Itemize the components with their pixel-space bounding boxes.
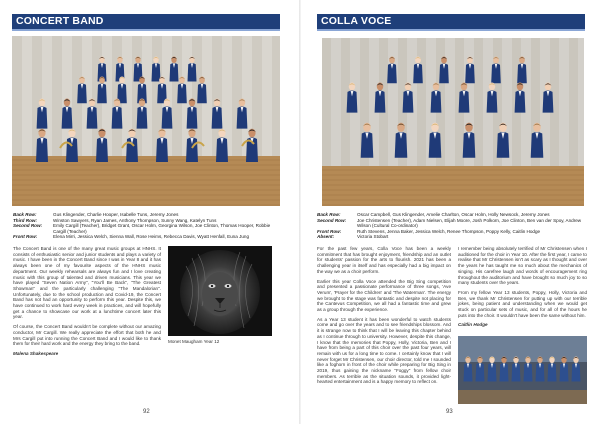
page-gutter — [299, 0, 301, 424]
article-paragraph: The Concert Band is one of the many great music groups at HNHS. It consists of enthusiastic senior and junior students and plays a variety of music. I have been in the Concert Band since I was in Year 8 and it has always been one of my favourite aspects of the HNHS music department. Our weekly rehearsals are always fun and I love creating music with this group of talented and driven musicians. This year we have played "Seven Nation Army", "You'll Be Back", "The Greatest Showman" and the particularly challenging "The Mandalorian". Unfortunately, due to the school production and Covid-19, the Concert Band has not had an opportunity to perform this year. Despite this, we have continued to work hard every week in practices, and will hopefully get a chance to showcase our work at a lunchtime concert later this year. — [13, 246, 161, 320]
section-heading-concert-band: CONCERT BAND — [12, 14, 280, 29]
caption-row: Second Row: Joe Christensen (Teacher), Adam Nielsen, Elijah Moore, Josh Polkorn, Joe Clinton, Ben van der Spoy, Andrew Wilson (Cultural Co-ordinator) — [317, 217, 582, 229]
caption-row: Front Row: Ruth Stevens, Jenna Baker, Jessica Welch, Renee Thompson, Poppy Kelly, Caitlin Hodge — [317, 228, 541, 234]
article-paragraph: Earlier this year Colla Voce attended the Big Sing competition and presented a passionate performance of three songs, 'Ave Verum', 'Prayer for the Children' and 'The Waterman'. The energy we brought to the stage was fantastic and despite not placing for the Cantevus Competition, we all had a fantastic time and grew as a group through the experience. — [317, 278, 451, 313]
caption-row: Back Row: Oscar Campbell, Gus Klingender, Amelie Charlton, Oscar Holm, Holly Newsock, Jeremy Jones — [317, 212, 550, 217]
colla-voce-caption — [317, 212, 587, 240]
section-heading-colla-voce: COLLA VOCE — [317, 14, 585, 29]
concert-band-group-photo — [12, 36, 280, 206]
heading-underline — [12, 29, 280, 31]
colla-voce-article-col2 — [458, 246, 587, 332]
article-author: Malena Shakespeare — [13, 350, 59, 356]
caption-row: Back Row: Gus Klingender, Charlie Hooper, Isabelle Tuns, Jeremy Jones — [13, 212, 179, 217]
concert-band-caption — [13, 212, 283, 240]
lion-artwork — [168, 246, 272, 336]
article-paragraph: I remember being absolutely terrified of Mr Christensen when I auditioned for the choir in Year 10. After the first year, I came to realise that Mr Christensen isn't as scary as I thought and over the years he has taught me so much about the mechanics of singing. His carefree laugh and words of encouragement ring throughout the auditorium and have brought so much joy to so many students over the years. — [458, 246, 587, 286]
caption-row: Second Row: Emily Cargill (Teacher), Bridget Grant, Oscar Holm, Georgina Wilson, Joe Clinton, Thomas Hooper, Robbie Cargill (Teacher) — [13, 223, 271, 234]
article-paragraph: Of course, the Concert Band wouldn't be complete without our amazing conductor, Mr Cargill. We really appreciate the effort that both he and Mrs Cargill put into running the Concert Band and I would like to thank them for their hard work and the energy they bring to the band. — [13, 324, 161, 347]
heading-underline — [317, 29, 585, 31]
article-paragraph: As a Year 13 student it has been wonderful to watch students come and go over the years and to see friendships blossom. And it is strange now to think that I will be leaving this chapter behind as I continue through to university. However, despite this change, I know that the memories that Poppy, Holly, Victoria, Ben and I have from being a part of this choir over the past four years, will remain with us for a long time to come. I certainly know that I will never forget Mr Christensen, our choir director, told me I sounded like a foghorn in front of the choir while preparing for Big Sing in 2019, thus gaining the nickname "Foggy" from fellow choir members. As terrible as the situation sounds, it provided light-hearted entertainment and is a happy memory to reflect on. — [317, 316, 451, 385]
concert-band-article — [13, 246, 161, 361]
colla-voce-article-col1 — [317, 246, 451, 389]
article-paragraph: From my fellow Year 13 students, Poppy, Holly, Victoria and Ben, we thank Mr Christensen for putting up with our terrible jokes, being patient and understanding when we would get stuck on particular sets of music, and for all of the hours he puts into the choir. It wouldn't have been the same without him. — [458, 289, 587, 318]
caption-row: Front Row: Elena Mirri, Jessica Welch, Sienna Wall, Rose Heims, Rebecca Davis, Wyatt Henfall, Euna Jung — [13, 234, 250, 240]
article-paragraph: For the past few years, Colla Voce has been a weekly commitment that has brought enjoyment, friendship and an outlet for students' passion for the arts to flourish. 2021 has been a challenging year in itself and has especially had a big impact on the way we as a choir perform. — [317, 246, 451, 274]
artwork-caption: Monet Maugham Year 12 — [168, 339, 220, 344]
page-number-left: 92 — [143, 409, 150, 415]
caption-row: Third Row: Winston Sawyers, Ryan James, Anthony Thompson, Sunny Wang, Katelyn Tuns — [13, 217, 217, 223]
choir-performance-photo — [458, 336, 587, 404]
colla-voce-group-photo — [322, 38, 584, 206]
article-author: Caitlin Hodge — [458, 322, 488, 328]
page-number-right: 93 — [446, 409, 453, 415]
caption-row: Absent: Victoria Stobart — [317, 234, 389, 240]
